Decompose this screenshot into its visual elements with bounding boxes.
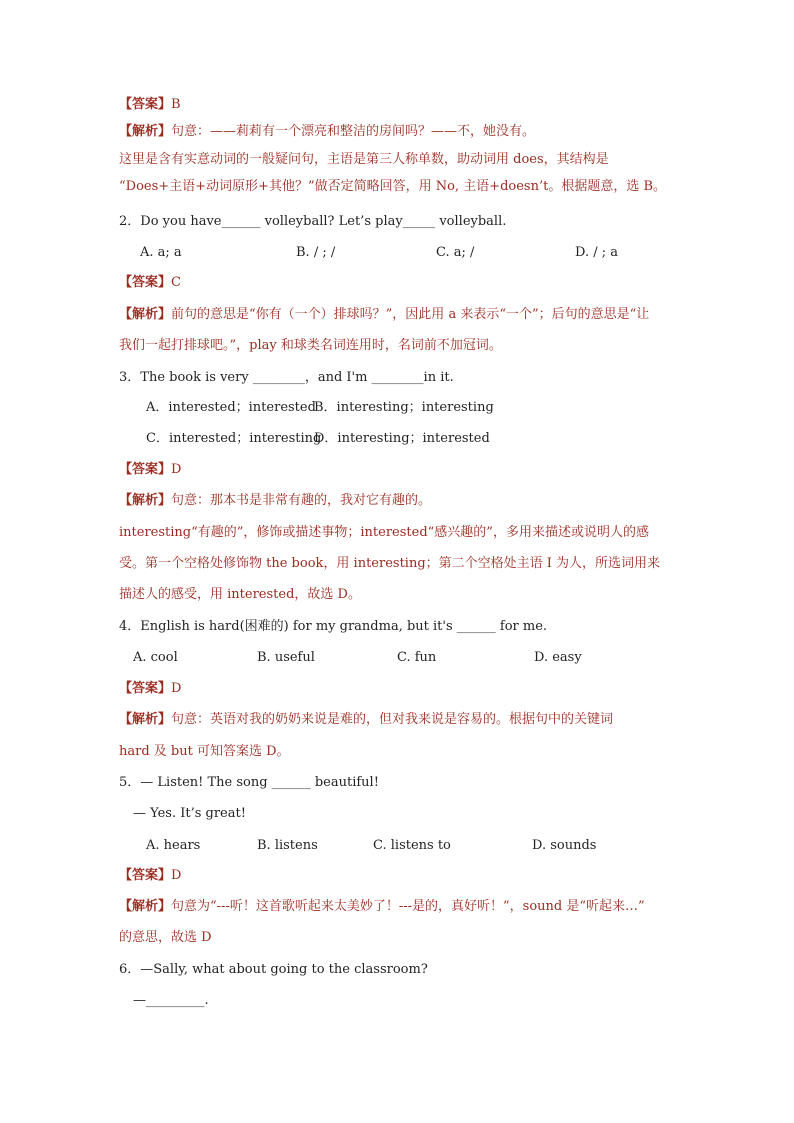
option-a: A. cool <box>133 650 178 665</box>
question-text: 3．The book is very ________，and I'm ________in it. <box>119 370 454 385</box>
answer-value: B <box>171 97 181 112</box>
question-text: 4．English is hard(困难的) for my grandma, but it's ______ for me. <box>119 619 548 634</box>
analysis-text: “Does+主语+动词原形+其他？”做否定简略回答，用 No, 主语+doesn’t。根据题意，选 B。 <box>119 179 667 194</box>
analysis-text: 句意：那本书是非常有趣的，我对它有趣的。 <box>171 493 432 508</box>
answer-line <box>119 461 181 479</box>
analysis-text: 前句的意思是“你有（一个）排球吗？”，因此用 a 来表示“一个”；后句的意思是“让 <box>171 307 650 322</box>
option-d: D．interesting；interested <box>314 431 490 446</box>
answer-value: D <box>171 462 182 477</box>
analysis-line <box>119 898 645 916</box>
analysis-text: 句意：——莉莉有一个漂亮和整洁的房间吗？——不，她没有。 <box>171 124 536 139</box>
analysis-line <box>119 492 431 510</box>
analysis-text: hard 及 but 可知答案选 D。 <box>119 744 290 759</box>
answer-line <box>119 274 181 292</box>
options-row <box>140 244 700 262</box>
question-text: 6．—Sally, what about going to the classroom? <box>119 962 428 977</box>
analysis-text: 句意为“---听！这首歌听起来太美妙了！---是的，真好听！”，sound 是“听起来…” <box>171 899 645 914</box>
option-c: C．interested；interesting <box>146 431 322 446</box>
answer-tag: 【答案】 <box>119 462 172 477</box>
analysis-text: interesting“有趣的”，修饰或描述事物；interested“感兴趣的”，多用来描述或说明人的感 <box>119 525 649 540</box>
answer-line <box>119 867 181 885</box>
option-a: A．interested；interested <box>146 400 316 415</box>
answer-tag: 【答案】 <box>119 97 172 112</box>
answer-tag: 【答案】 <box>119 275 172 290</box>
question-text: — Yes. It’s great! <box>133 806 246 821</box>
analysis-text: 描述人的感受，用 interested，故选 D。 <box>119 587 361 602</box>
answer-tag: 【答案】 <box>119 681 172 696</box>
option-b: B. useful <box>257 650 315 665</box>
analysis-text: 的意思，故选 D <box>119 930 212 945</box>
options-row <box>146 837 706 855</box>
option-b: B. / ; / <box>296 245 336 260</box>
answer-tag: 【答案】 <box>119 868 172 883</box>
answer-value: D <box>171 681 182 696</box>
analysis-tag: 【解析】 <box>119 307 172 322</box>
question-text: 2．Do you have______ volleyball? Let’s play_____ volleyball. <box>119 214 507 229</box>
analysis-text: 我们一起打排球吧。”，play 和球类名词连用时，名词前不加冠词。 <box>119 338 502 353</box>
options-row <box>146 399 706 417</box>
option-d: D. easy <box>534 650 582 665</box>
analysis-line <box>119 306 649 324</box>
question-text: —_________. <box>133 993 209 1008</box>
answer-value: D <box>171 868 182 883</box>
option-b: B. listens <box>257 838 318 853</box>
analysis-tag: 【解析】 <box>119 899 172 914</box>
analysis-text: 句意：英语对我的奶奶来说是难的，但对我来说是容易的。根据句中的关键词 <box>171 712 614 727</box>
analysis-text: 这里是含有实意动词的一般疑问句，主语是第三人称单数，助动词用 does，其结构是 <box>119 152 609 167</box>
analysis-text: 受。第一个空格处修饰物 the book，用 interesting；第二个空格处主语 I 为人，所选词用来 <box>119 556 661 571</box>
analysis-line <box>119 123 535 141</box>
option-c: C. a; / <box>436 245 475 260</box>
option-a: A. hears <box>146 838 201 853</box>
analysis-tag: 【解析】 <box>119 124 172 139</box>
question-text: 5．— Listen! The song ______ beautiful! <box>119 775 379 790</box>
option-c: C. fun <box>397 650 437 665</box>
option-c: C. listens to <box>373 838 451 853</box>
analysis-line <box>119 711 613 729</box>
analysis-tag: 【解析】 <box>119 712 172 727</box>
answer-line <box>119 680 181 698</box>
option-a: A. a; a <box>140 245 182 260</box>
option-b: B．interesting；interesting <box>314 400 494 415</box>
option-d: D. / ; a <box>575 245 618 260</box>
options-row <box>133 649 693 667</box>
analysis-tag: 【解析】 <box>119 493 172 508</box>
options-row <box>146 430 706 448</box>
answer-line <box>119 96 181 114</box>
answer-value: C <box>171 275 181 290</box>
option-d: D. sounds <box>532 838 597 853</box>
